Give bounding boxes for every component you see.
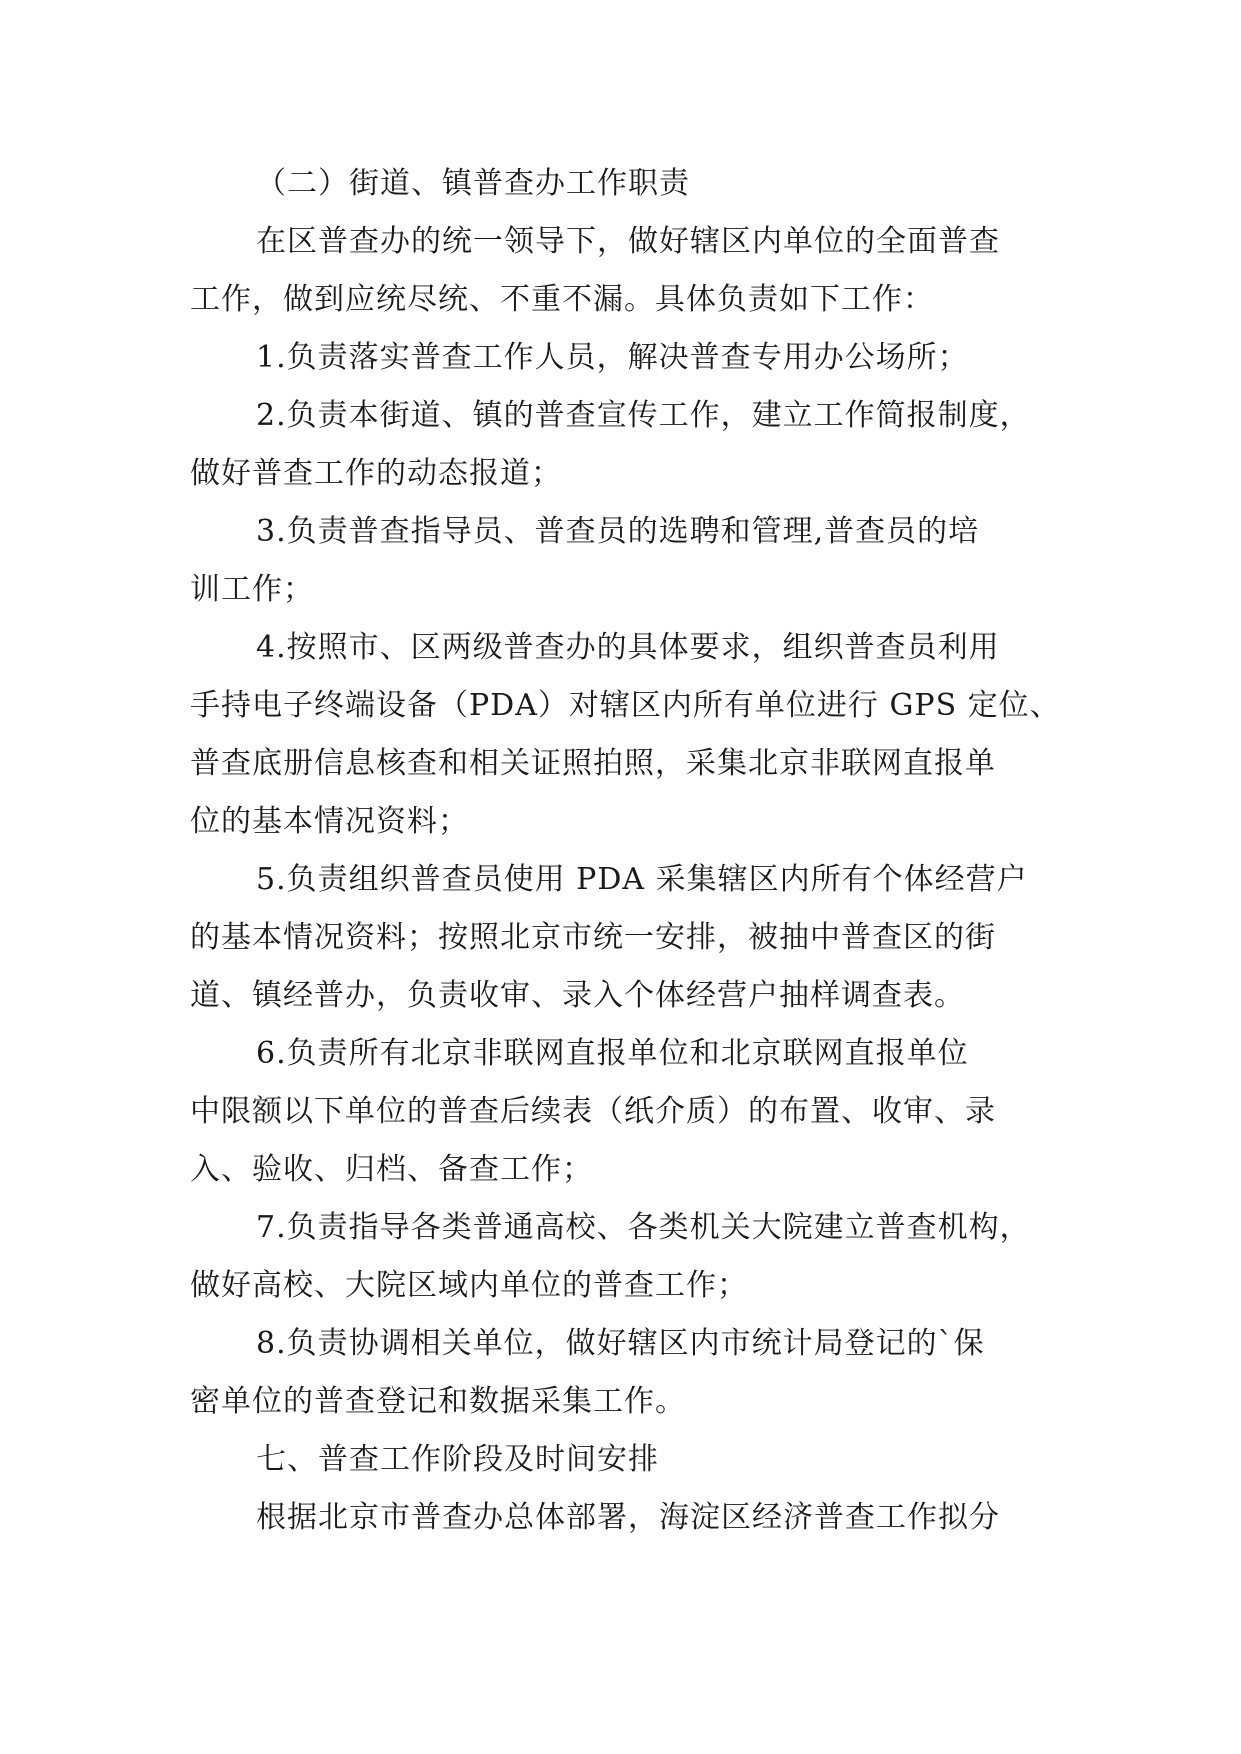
item-6-line-1: 6.负责所有北京非联网直报单位和北京联网直报单位 bbox=[256, 1036, 969, 1071]
item-6-line-3: 入、验收、归档、备查工作； bbox=[190, 1152, 593, 1187]
section-heading: （二）街道、镇普查办工作职责 bbox=[256, 166, 690, 201]
item-3-line-2: 训工作； bbox=[190, 572, 314, 607]
next-section-heading: 七、普查工作阶段及时间安排 bbox=[256, 1442, 659, 1477]
item-4-line-2: 手持电子终端设备（PDA）对辖区内所有单位进行 GPS 定位、 bbox=[190, 688, 1061, 723]
item-7-line-1: 7.负责指导各类普通高校、各类机关大院建立普查机构， bbox=[256, 1210, 1031, 1245]
intro-line-2: 工作，做到应统尽统、不重不漏。具体负责如下工作： bbox=[190, 282, 934, 317]
intro-line-1: 在区普查办的统一领导下，做好辖区内单位的全面普查 bbox=[256, 224, 1000, 259]
item-6-line-2: 中限额以下单位的普查后续表（纸介质）的布置、收审、录 bbox=[190, 1094, 996, 1129]
item-8-line-2: 密单位的普查登记和数据采集工作。 bbox=[190, 1384, 686, 1419]
item-7-line-2: 做好高校、大院区域内单位的普查工作； bbox=[190, 1268, 748, 1303]
item-5-line-1: 5.负责组织普查员使用 PDA 采集辖区内所有个体经营户 bbox=[256, 862, 1028, 897]
item-5-line-3: 道、镇经普办，负责收审、录入个体经营户抽样调查表。 bbox=[190, 978, 965, 1013]
item-4-line-1: 4.按照市、区两级普查办的具体要求，组织普查员利用 bbox=[256, 630, 1000, 665]
item-2-line-1: 2.负责本街道、镇的普查宣传工作，建立工作简报制度， bbox=[256, 398, 1031, 433]
item-8-line-1: 8.负责协调相关单位，做好辖区内市统计局登记的`保 bbox=[256, 1326, 985, 1361]
item-1-line-1: 1.负责落实普查工作人员，解决普查专用办公场所； bbox=[256, 340, 969, 375]
item-3-line-1: 3.负责普查指导员、普查员的选聘和管理,普查员的培 bbox=[256, 514, 980, 549]
closing-line-1: 根据北京市普查办总体部署，海淀区经济普查工作拟分 bbox=[256, 1500, 1000, 1535]
item-2-line-2: 做好普查工作的动态报道； bbox=[190, 456, 562, 491]
item-5-line-2: 的基本情况资料；按照北京市统一安排，被抽中普查区的街 bbox=[190, 920, 996, 955]
item-4-line-4: 位的基本情况资料； bbox=[190, 804, 469, 839]
item-4-line-3: 普查底册信息核查和相关证照拍照，采集北京非联网直报单 bbox=[190, 746, 996, 781]
